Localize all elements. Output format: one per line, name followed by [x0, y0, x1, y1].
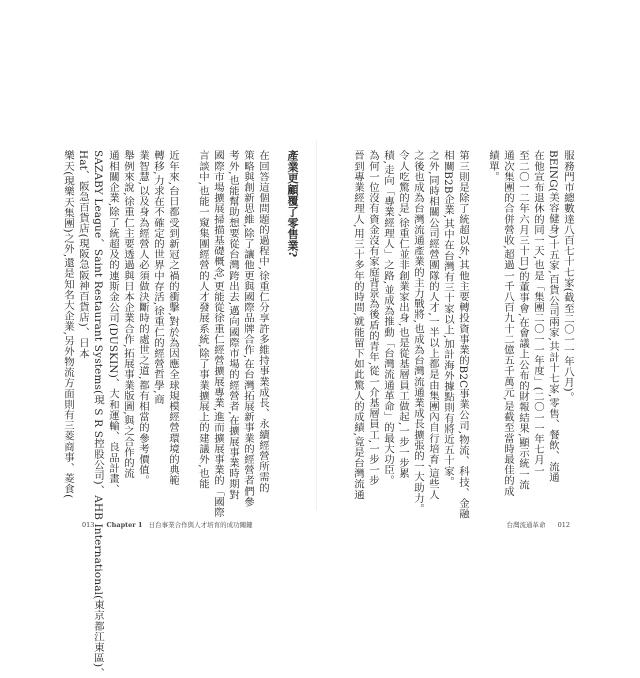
text-column: 策略與創新思維,除了讓他更與國際品牌合作,在台灣拓展新事業的經營者們參 [242, 150, 254, 507]
page-gutter [316, 140, 317, 510]
text-column: 積,走向「專業經理人」之路,並成為推動「台灣流通革命」的最大功臣。 [382, 150, 394, 486]
text-column: 第三則是除了統超以外,其他主要轉投資事業的B2C事業公司,物流、科技、金融 [457, 150, 469, 520]
right-page-body [350, 150, 575, 520]
text-column: 之外,同時相關公司經營團隊的人才,一半以上都是由集團內自行培育,這些人 [427, 150, 439, 500]
text-column: 之後也成為台灣流通產業的主力戰將,也成為台灣流通業成長擴張的一大助力。 [412, 150, 424, 514]
text-column: 轉移,力求在不確定的世界中存活,徐重仁的經營哲學,商 [152, 150, 164, 405]
right-page-footer [507, 520, 571, 529]
text-column: 晉到專業經理人,用三十多年的時間,就能留下如此驚人的成績,竟是台灣流通 [352, 150, 364, 500]
running-title: 台灣流通革命 [506, 521, 546, 529]
text-column: 服務門市總數達八百七十七家(截至二〇一一年八月)。 [562, 150, 574, 403]
chapter-label: Chapter 1 [106, 521, 143, 529]
text-column: 通次集團的合併營收,超過一千八百九十二億五千萬元,是截至當時最佳的成 [502, 150, 514, 497]
text-column: 通相關企業,除了統超及的連斯金公司(DUSKIN)、大和運輸、良品計畫、 [107, 150, 119, 495]
text-column: 在他宣布退休的同一天,也是「集團二〇一一年度」(二〇一一年七月一 [532, 150, 544, 476]
paragraph-gap [270, 150, 285, 480]
text-column: 在回答這個問題的過程中,徐重仁分享許多維持事業成長、永續經營所需的 [257, 150, 269, 493]
text-column: 為何一位沒有資金沒有家庭背景為後盾的青年,從一介基層員工,一步一步 [367, 150, 379, 486]
text-column: 相關B2B企業,其中在台灣有三十家以上,加計海外據點則有將近五十家。 [442, 150, 454, 487]
text-column: 近年來,台日都受到新冠之禍的衝擊,對於為因應全球規模經營環境的典範 [167, 150, 179, 486]
text-column: SAZABY League、Saint Restaurant Systems(現 S R S控股公司)、AHB International(東京都江東區)、 [92, 150, 104, 678]
text-column: 言談中,也能一窺集團經營的人才發展系統,除了事業擴展上的建議外,也能 [197, 150, 209, 490]
text-column: 績單。 [487, 150, 499, 182]
left-page-footer [82, 520, 253, 529]
text-column: 舉例來說,徐重仁主要透過與日本企業合作,拓展事業版圖,與之合作的流 [122, 150, 134, 479]
running-title: 日台事業合作與人才培育的成功關鍵 [148, 521, 253, 529]
paragraph-gap [470, 150, 485, 480]
text-column: 樂天(現樂天集團)之外,還是知名大企業,另外物流方面則有三菱商事、菱食( [62, 150, 74, 499]
text-column: 考外,也能幫助想要從台灣跨出去,邁向國際市場的經營者,在擴展事業時期對 [227, 150, 239, 500]
text-column: Hat、阪急百貨店(現阪急阪神百貨店)、日本 [77, 150, 89, 359]
page-number: 012 [557, 521, 570, 529]
text-column: 令人吃驚的是,徐重仁並非創業家出身,也是從基層員工做起,一步一步累 [397, 150, 409, 479]
paragraph-gap [180, 150, 195, 480]
section-heading: 產業更顧覆了零售業? [286, 150, 299, 258]
text-column: 國際市場擴展掃描基礎概念,更能從徐重仁經營擴展專業,進而擴展事業的「國際 [212, 150, 224, 518]
text-column: 業智慧,以及身為經營人必須做決斷時的處世之道,都有相當的參考價值。 [137, 150, 149, 486]
text-column: 至二〇一二年六月三十日)的董事會,在會議上公布的財報結果,顯示統一流 [517, 150, 529, 490]
text-column: BEING(美容健身)十五家,百貨公司兩家,共計十七家,零售、餐飲、流通 [547, 150, 559, 483]
page-number: 013 [82, 521, 95, 529]
right-page [330, 150, 575, 520]
